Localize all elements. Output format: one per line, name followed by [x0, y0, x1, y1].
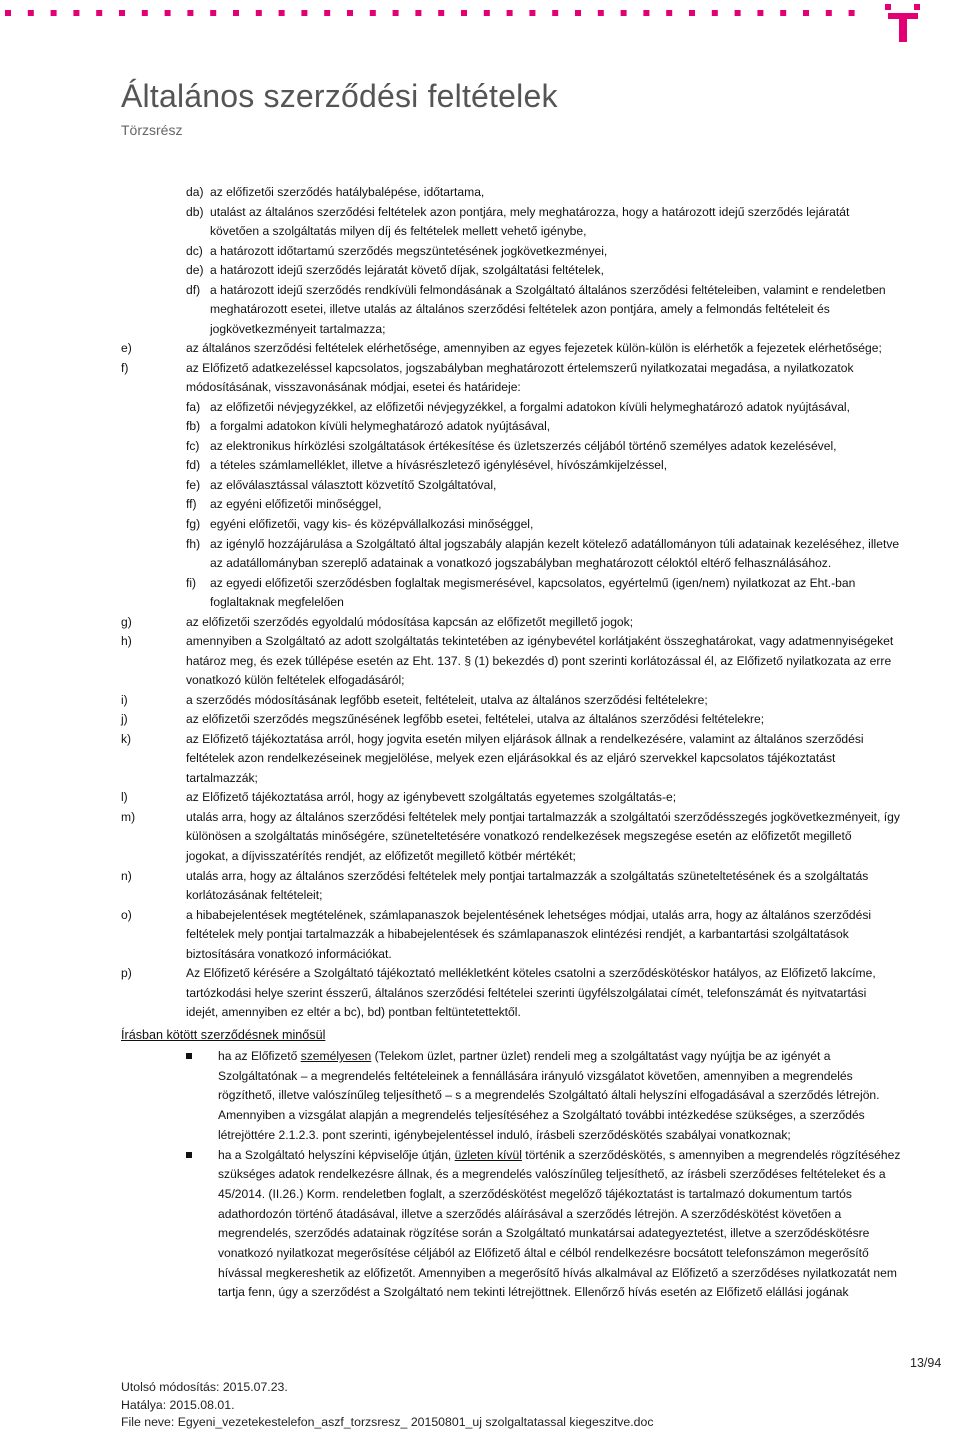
bullet-first-line — [218, 1146, 900, 1165]
list-item-label: n) — [121, 868, 132, 883]
list-item-line: az előfizetői szerződés megszűnésének legfőbb esetei, feltételei, utalva az általános szerződési feltételekre; — [186, 712, 765, 727]
footer-effective: Hatálya: 2015.08.01. — [121, 1398, 235, 1412]
header-dot — [643, 10, 649, 16]
header-dot — [187, 10, 193, 16]
list-item-label: db) — [186, 204, 204, 219]
list-item-label: fh) — [186, 536, 201, 551]
bullet-line: megrendelés, szerződés adatainak rögzítése során a Szolgáltató munkatársai adategyeztetést, illetve a szerződéskötésre — [218, 1226, 870, 1241]
header-dot — [438, 10, 444, 16]
header-dot — [5, 10, 11, 16]
list-item-line: a tételes számlamelléklet, illetve a hívásrészletező igénylésével, hívószámkijelzéssel, — [210, 458, 668, 473]
list-item-label: fc) — [186, 438, 200, 453]
list-item-label: p) — [121, 966, 132, 981]
header-dot — [233, 10, 239, 16]
header-dot — [689, 10, 695, 16]
list-item-line: utalást az általános szerződési feltételek azon pontjára, mely meghatározza, hogy a határozott idejű szerződés lejáratát — [210, 204, 850, 219]
bullet-line: szükséges adatok rendelkezésre állnak, és a megrendelés valószínűleg teljesíthető, az írásbeli szerződéses feltételeket és a — [218, 1167, 886, 1182]
list-item-label: j) — [121, 712, 128, 727]
list-item-label: h) — [121, 634, 132, 649]
header-dot — [598, 10, 604, 16]
list-item-line: utalás arra, hogy az általános szerződési feltételek mely pontjai tartalmazzák a szolgáltatás szüneteltetésének és a szolgáltatás — [186, 868, 869, 883]
list-item-line: a forgalmi adatokon kívüli helymeghatározó adatok nyújtásával, — [210, 419, 551, 434]
list-item-label: l) — [121, 790, 128, 805]
list-item-line: a határozott idejű szerződés lejáratát követő díjak, szolgáltatási feltételek, — [210, 263, 604, 278]
list-item-line: az egyéni előfizetői minőséggel, — [210, 497, 382, 512]
list-item-line: jogkövetkezményeit tartalmazza; — [210, 321, 386, 336]
bullet-line: létrejöttére 2.1.2.3. pont szerinti, igénybejelentéssel induló, írásbeli szerződéskötés szabályai vonatkoznak; — [218, 1127, 791, 1142]
bullet-line: rögzíthető, illetve valószínűleg teljesíthető – s a megrendelés Szolgáltató általi helyszíni elfogadásával a szerződés létrejön. — [218, 1088, 880, 1103]
list-item-line: a határozott idejű szerződés rendkívüli felmondásának a Szolgáltató általános szerződési feltételeiben, valamint e rendeletben — [210, 282, 886, 297]
list-item-line: foglaltaknak megfelelően — [210, 595, 344, 610]
list-item-line: az Előfizető tájékoztatása arról, hogy az igénybevett szolgáltatás egyetemes szolgáltatás-e; — [186, 790, 677, 805]
list-item-line: feltételek azon rendelkezéseinek megjelölése, melyek ezen eljárásokkal és az eljáró szervekkel kapcsolatos tájékoztatást — [186, 751, 836, 766]
bullet-text: (Telekom üzlet, partner üzlet) rendeli meg a szolgáltatást vagy nyújtja be az igényét a — [371, 1049, 831, 1063]
list-item-line: különösen a szolgáltatás minőségére, szüneteltetésére vonatkozó rendelkezések megszegése esetén az előfizetőt megillető — [186, 829, 852, 844]
header-dot — [165, 10, 171, 16]
header-dot — [96, 10, 102, 16]
list-item-line: módosításának, visszavonásának módjai, esetei és határideje: — [186, 380, 521, 395]
header-dot — [666, 10, 672, 16]
bullet-emphasis: személyesen — [300, 1049, 372, 1063]
list-item-label: de) — [186, 263, 204, 278]
header-dot — [347, 10, 353, 16]
list-item-label: o) — [121, 907, 132, 922]
page-title: Általános szerződési feltételek — [121, 78, 558, 114]
section-heading: Írásban kötött szerződésnek minősül — [121, 1028, 326, 1042]
list-item-line: az egyedi előfizetői szerződésben foglaltak megismerésével, kapcsolatos, egyértelmű (igen/nem) nyilatkozat az Eht.-ban — [210, 575, 856, 590]
list-item-line: tartózkodási helye szerint ésszerű, általános szerződési feltételei szerinti ügyfélszolgálatai címét, telefonszámát és nyitvatartási — [186, 985, 867, 1000]
header-dot — [256, 10, 262, 16]
list-item-line: jogokat, a díjvisszatérítés rendjét, az előfizetőt megillető kötbér mértékét; — [186, 849, 576, 864]
list-item-line: Az Előfizető kérésére a Szolgáltató tájékoztató mellékletként köteles csatolni a szerződéskötéskor hatályos, az Előfizető lakcíme, — [186, 966, 876, 981]
list-item-label: fa) — [186, 399, 201, 414]
list-item-label: k) — [121, 731, 132, 746]
bullet-line: tartja fenn, úgy a szerződést a Szolgáltató nem tekinti létrejöttnek. Ellenőrző hívás esetén az Előfizető elállási jogának — [218, 1285, 849, 1300]
list-item-line: a határozott időtartamú szerződés megszüntetésének jogkövetkezményei, — [210, 243, 608, 258]
list-item-label: f) — [121, 360, 129, 375]
bullet-line: Szolgáltatónak – a megrendelés feltételeinek a fennállására irányuló vizsgálatot követően, amennyiben a megrendelés — [218, 1068, 853, 1083]
header-dot — [780, 10, 786, 16]
list-item-line: vonatkozó külön feltételek elfogadásáról; — [186, 673, 405, 688]
list-item-label: fi) — [186, 575, 197, 590]
list-item-line: az Előfizető tájékoztatása arról, hogy jogvita esetén milyen eljárások állnak a rendelkezésére, valamint az általános szerződési — [186, 731, 864, 746]
list-item-line: az előfizetői szerződés hatálybalépése, időtartama, — [210, 185, 485, 199]
bullet-first-line — [218, 1047, 830, 1066]
header-dot — [735, 10, 741, 16]
list-item-line: az előfizetői névjegyzékkel, az előfizetői névjegyzékkel, a forgalmi adatokon kívüli helymeghatározó adatok nyújtásával, — [210, 399, 850, 414]
list-item-line: a szerződés módosításának legfőbb eseteit, feltételeit, utalva az általános szerződési feltételekre; — [186, 692, 708, 707]
header-dot — [210, 10, 216, 16]
list-item-label: fg) — [186, 517, 201, 531]
list-item-line: korlátozásának feltételeit; — [186, 888, 323, 903]
header-dot — [484, 10, 490, 16]
list-item-line: egyéni előfizetői, vagy kis- és középvállalkozási minőséggel, — [210, 517, 534, 531]
list-item-line: az előválasztással választott közvetítő Szolgáltatóval, — [210, 477, 497, 492]
list-item-label: fd) — [186, 458, 201, 473]
bullet-marker — [186, 1152, 192, 1158]
list-item-label: e) — [121, 341, 132, 356]
header-dot — [849, 10, 855, 16]
header-dot — [28, 10, 34, 16]
list-item-line: a hibabejelentések megtételének, számlapanaszok bejelentésének lehetséges módjai, utalás arra, hogy az általános szerződési — [186, 907, 872, 922]
header-dot — [415, 10, 421, 16]
list-item-label: m) — [121, 809, 136, 824]
list-item-line: feltételek mely pontjai tartalmazzák a hibabejelentések és számlapanaszok elintézési rendjét, a karbantartási szolgáltatások — [186, 927, 849, 942]
header-dot — [119, 10, 125, 16]
header-dot — [757, 10, 763, 16]
bullet-line: Amennyiben a vizsgálat alapján a megrendelés teljesítéséhez a Szolgáltató további intézkedése szükséges, a szerződés — [218, 1108, 865, 1123]
header-dot — [552, 10, 558, 16]
list-item-line: tartalmazzák; — [186, 770, 258, 785]
list-item-line: az Előfizető adatkezeléssel kapcsolatos, jogszabályban meghatározott értelemszerű nyilatkozatai megadása, a nyilatkozatok — [186, 360, 854, 375]
telekom-t-logo-icon — [885, 4, 921, 42]
list-item-line: az általános szerződési feltételek elérhetősége, amennyiben az egyes fejezetek külön-külön is elérhetők a fejezetek elérhetősége; — [186, 341, 882, 356]
header-dot — [529, 10, 535, 16]
bullet-line: adathordozón történő átadásával, illetve a szerződés aláírásával a szerződés létrejön. A szerződéskötést követően a — [218, 1206, 842, 1221]
header-dot — [803, 10, 809, 16]
header-dot — [142, 10, 148, 16]
header-dot — [621, 10, 627, 16]
list-item-line: amennyiben a Szolgáltató az adott szolgáltatás tekintetében az igénybevétel korlátjaként összeghatárokat, vagy adatmennyiségeket — [186, 634, 894, 649]
bullet-line: 45/2014. (II.26.) Korm. rendeletben foglalt, a szerződéskötést megelőző tájékoztatást is tartalmazó dokumentum tartós — [218, 1186, 852, 1201]
list-item-label: dc) — [186, 243, 203, 258]
header-dot — [370, 10, 376, 16]
bullet-line: vonatkozó nyilatkozat megerősítése céljából az Előfizető által e célból rendelkezésre bocsátott telefonszámon megerősítő — [218, 1246, 869, 1260]
header-dot — [73, 10, 79, 16]
list-item-label: g) — [121, 614, 132, 629]
header-dot — [575, 10, 581, 16]
list-item-line: az elektronikus hírközlési szolgáltatások értékesítése és üzletszerzés céljából történő személyes adatok kezelésével, — [210, 438, 837, 453]
bullet-text: ha a Szolgáltató helyszíni képviselője útján, — [218, 1147, 455, 1162]
list-item-line: követően a szolgáltatás milyen díj és feltételek mellett vehető igénybe, — [210, 224, 587, 239]
list-item-label: da) — [186, 185, 204, 199]
bullet-line: hívással megkereshetik az előfizetőt. Amennyiben a megerősítő hívás alkalmával az Előfizető a szerződéses nyilatkozatát nem — [218, 1265, 897, 1280]
list-item-label: df) — [186, 282, 201, 297]
list-item-line: az adatállományban szereplő adatainak a vonatkozó jogszabályban meghatározott céloktól eltérő felhasználásához. — [210, 556, 832, 571]
list-item-label: ff) — [186, 497, 197, 512]
header-dot — [712, 10, 718, 16]
list-item-label: fe) — [186, 477, 201, 492]
list-item-line: az igénylő hozzájárulása a Szolgáltató által jogszabály alapján kezelt kötelező adatállományon túli adatainak kezeléséhez, illetve — [210, 536, 900, 551]
bullet-emphasis: üzleten kívül — [454, 1147, 522, 1162]
bullet-marker — [186, 1053, 192, 1059]
footer-modified: Utolsó módosítás: 2015.07.23. — [121, 1380, 288, 1394]
page-number: 13/94 — [910, 1356, 942, 1370]
bullet-text: történik a szerződéskötés, s amennyiben a megrendelés rögzítéséhez — [521, 1147, 901, 1162]
list-item-label: fb) — [186, 419, 201, 434]
list-item-line: idejét, amennyiben ez eltér a bc), bd) pontban feltüntetettektől. — [186, 1005, 521, 1020]
footer-filename: File neve: Egyeni_vezetekestelefon_aszf_torzsresz_ 20150801_uj szolgaltatassal kiegeszitve.doc — [121, 1415, 654, 1429]
header-dot — [301, 10, 307, 16]
list-item-line: utalás arra, hogy az általános szerződési feltételek mely pontjai tartalmazzák a szolgáltatói szerződésszegés jogkövetkezményeit, így — [186, 809, 900, 824]
header-dot — [51, 10, 57, 16]
list-item-line: meghatározott esetei, illetve utalás az általános szerződési feltételek azon pontjára, amely a felmondás feltételeit és — [210, 302, 830, 317]
page-subtitle: Törzsrész — [121, 122, 183, 138]
list-item-label: i) — [121, 692, 128, 707]
header-dot — [461, 10, 467, 16]
header-dot — [324, 10, 330, 16]
list-item-line: biztosítására vonatkozó információkat. — [186, 946, 392, 961]
list-item-line: határoz meg, és ezek túllépése esetén az Eht. 137. § (1) bekezdés d) pont szerinti korlátozással él, az Előfizető nyilatkozata az erre — [186, 653, 892, 668]
header-dot — [507, 10, 513, 16]
header-dot — [826, 10, 832, 16]
header-dot-strip — [0, 8, 880, 20]
bullet-text: ha az Előfizető — [218, 1049, 301, 1063]
header-dot — [393, 10, 399, 16]
list-item-line: az előfizetői szerződés egyoldalú módosítása kapcsán az előfizetőt megillető jogok; — [186, 614, 634, 629]
header-dot — [279, 10, 285, 16]
